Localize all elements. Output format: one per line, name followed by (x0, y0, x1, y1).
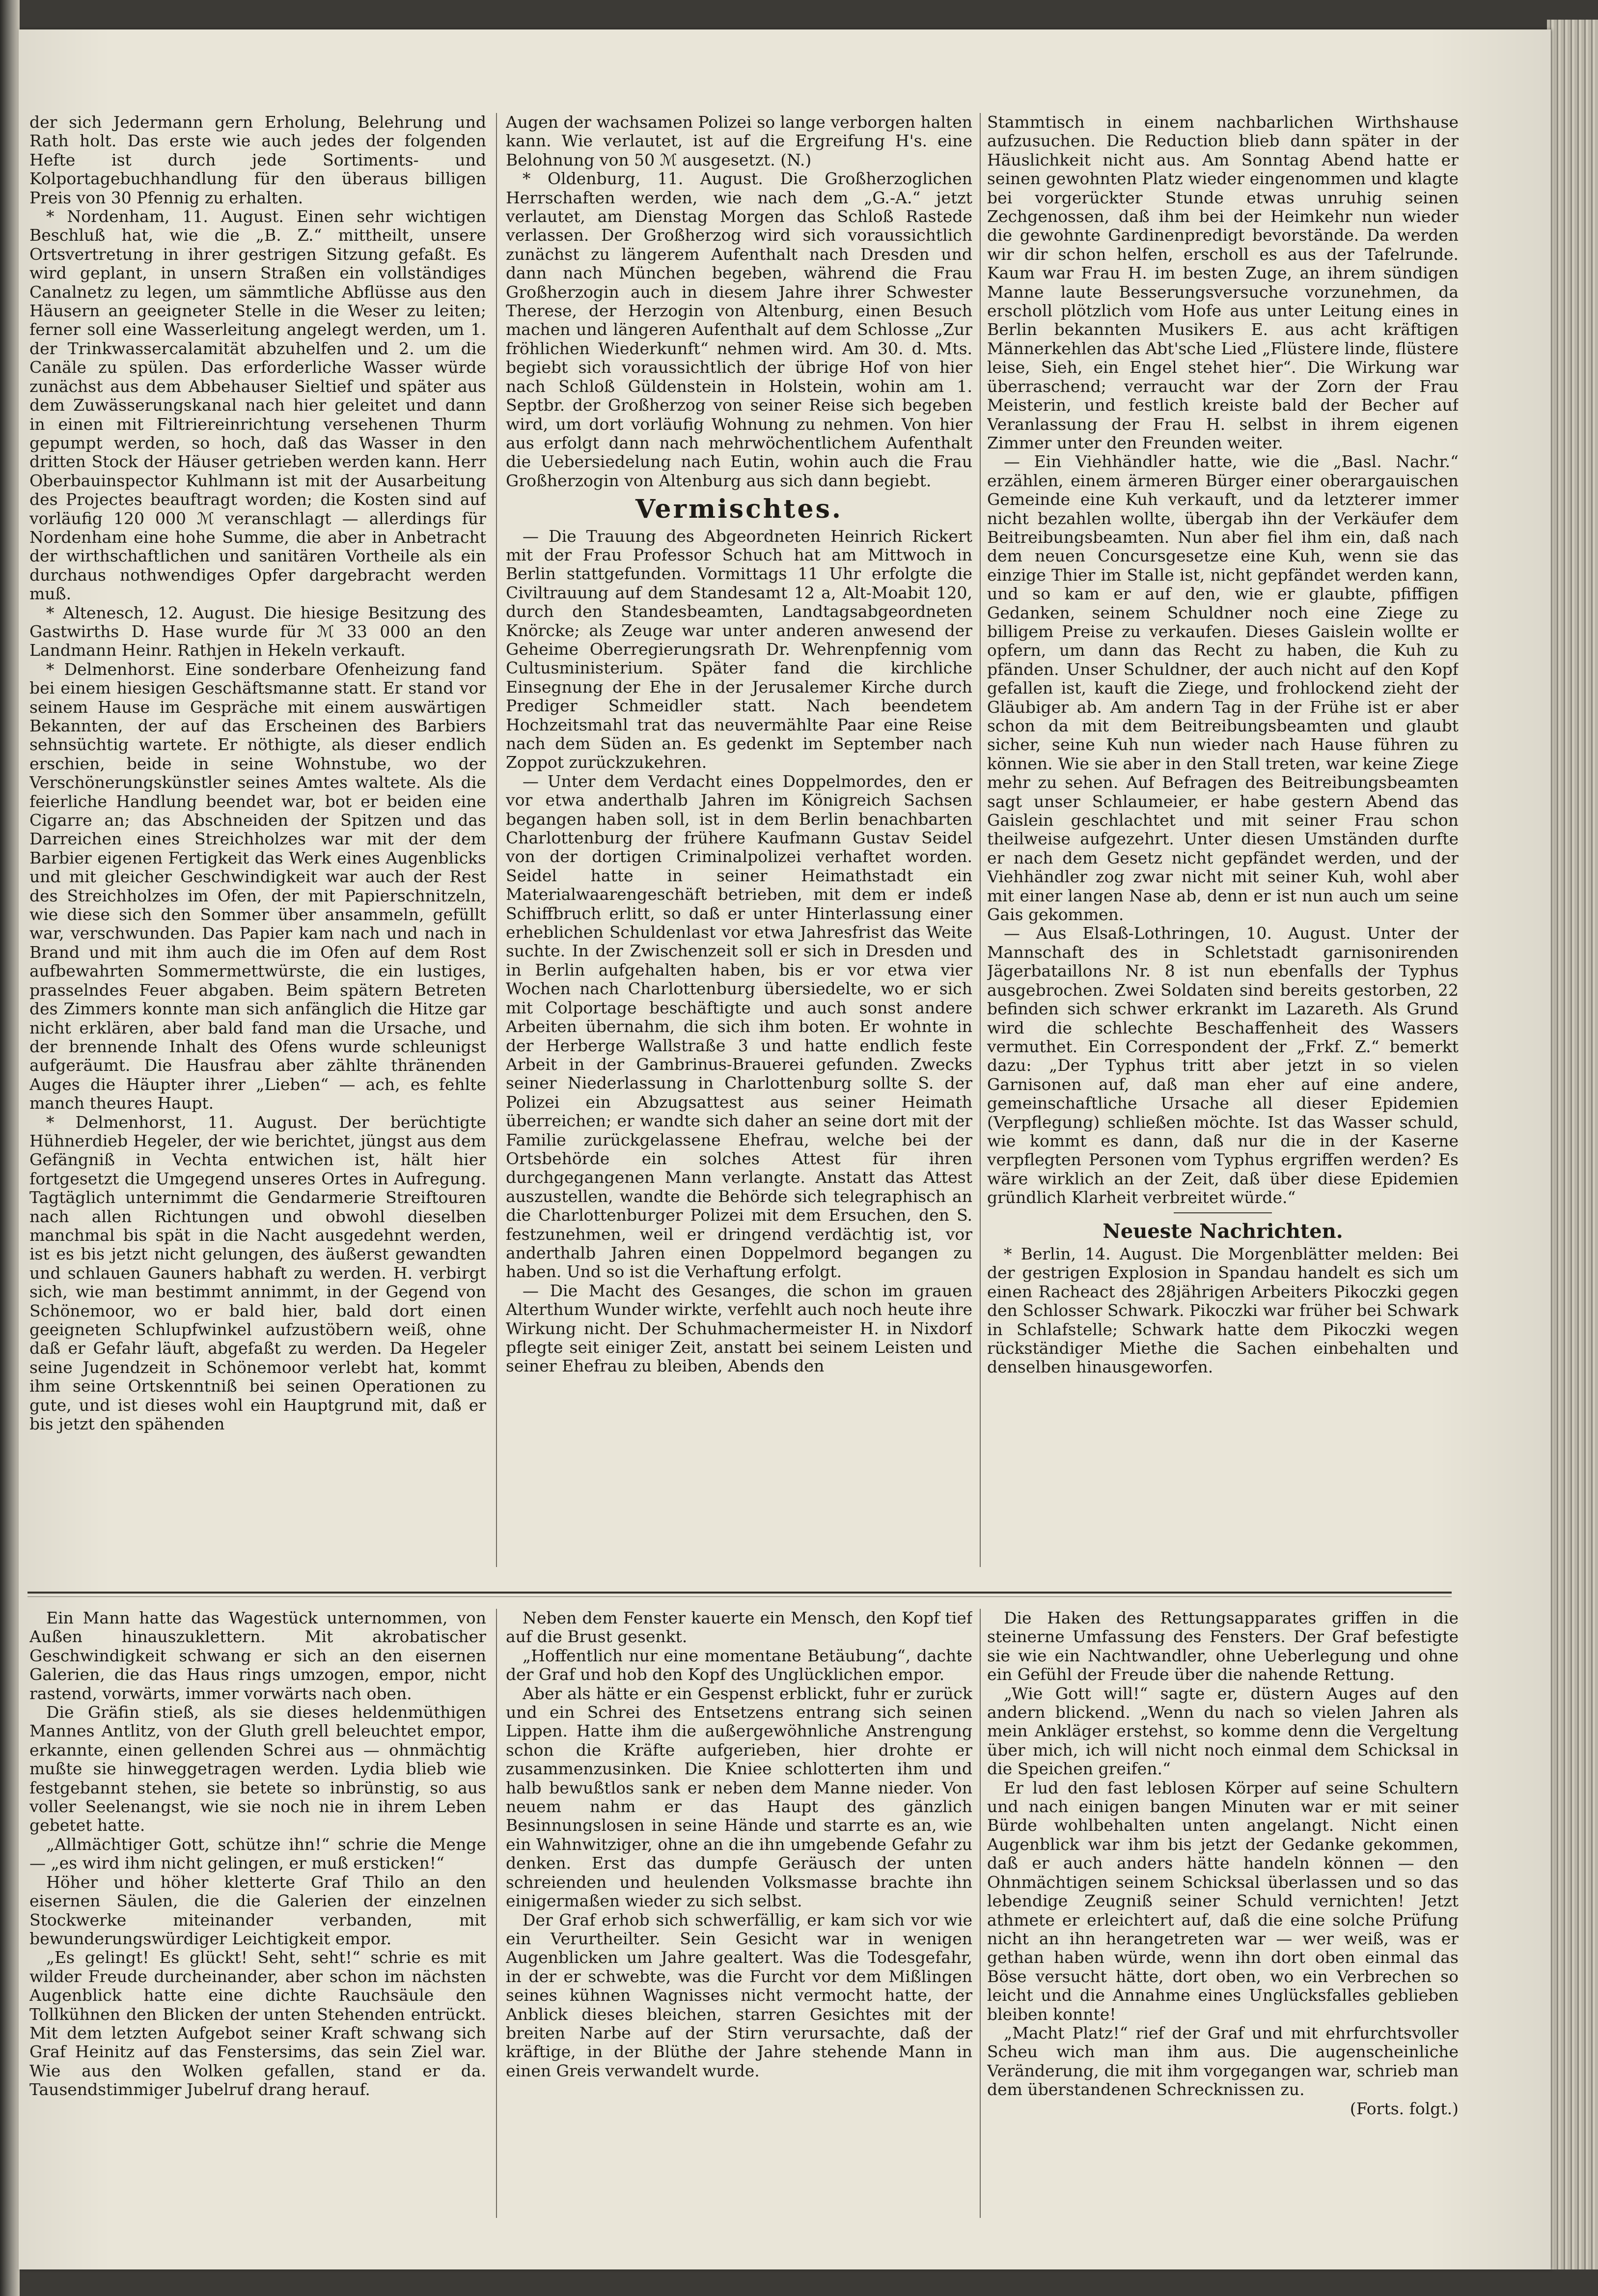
column-1 (29, 113, 486, 1567)
column-rule (496, 113, 497, 1567)
paragraph: „Macht Platz!“ rief der Graf und mit ehrfurchtsvoller Scheu wich man ihm aus. Die augenscheinliche Veränderung, die mit ihm vorgegangen war, schrieb man dem überstandenen Schrecknissen zu. (987, 2023, 1459, 2100)
paragraph: „Wie Gott will!“ sagte er, düstern Auges auf den andern blickend. „Wenn du nach so vielen Jahren als mein Ankläger erstehst, so komme denn die Vergeltung über mich, ich will nicht noch einmal dem Schicksal in die Speichen greifen.“ (987, 1683, 1459, 1779)
paragraph: „Allmächtiger Gott, schütze ihn!“ schrie die Menge — „es wird ihm nicht gelingen, er muß ersticken!“ (29, 1834, 486, 1873)
news-item-delmenhorst-1: * Delmenhorst. Eine sonderbare Ofenheizung fand bei einem hiesigen Geschäftsmanne statt. Er stand vor seinem Hause im Gespräche mit einem auswärtigen Bekannten, der auf das Erscheinen des Barbiers sehnsüchtig wartete. Er nöthigte, als dieser endlich erschien, beide in seine Wohnstube, wo der Verschönerungskünstler seines Amtes waltete. Als die feierliche Handlung beendet war, bot er beiden eine Cigarre an; das Abschneiden der Spitzen und das Darreichen eines Streichholzes war mit der dem Barbier eigenen Fertigkeit das Werk eines Augenblicks und mit gleicher Geschwindigkeit war auch der Rest des Streichholzes im Ofen, der mit Papierschnitzeln, wie diese sich den Sommer über ansammeln, gefüllt war, verschwunden. Das Papier kam nach und nach in Brand und mit ihm auch die im Ofen auf dem Rost aufbewahrten Sommermettwürste, die ein lustiges, prasselndes Feuer abgaben. Beim spätern Betreten des Zimmers konnte man sich anfänglich die Hitze gar nicht erklären, aber bald fand man die Ursache, und der brennende Inhalt des Ofens wurde schleunigst aufgeräumt. Die Hausfrau aber zählte thränenden Auges die Häupter ihrer „Lieben“ — ach, es fehlte manch theures Haupt. (29, 659, 486, 1113)
news-item-viehhaendler: — Ein Viehhändler hatte, wie die „Basl. Nachr.“ erzählen, einem ärmeren Bürger einer oberargauischen Gemeinde eine Kuh verkauft, und da letzterer immer nicht bezahlen wollte, übergab ihn der Verkäufer dem Beitreibungsbeamten. Nun aber fiel ihm ein, daß nach dem neuen Concursgesetze eine Kuh, wenn sie das einzige Thier im Stalle ist, nicht gepfändet werden kann, und so kam er auf den, wie er glaubte, pfiffigen Gedanken, seinem Schuldner noch eine Ziege zu billigem Preise zu verkaufen. Dieses Gaislein wollte er opfern, um dann das Recht zu haben, die Kuh zu pfänden. Unser Schuldner, der auch nicht auf den Kopf gefallen ist, kauft die Ziege, und frohlockend zieht der Gläubiger ab. Am andern Tag in der Frühe ist er aber schon da mit dem Beitreibungsbeamten und glaubt sicher, seine Kuh nun wieder nach Hause führen zu können. Wie sie aber in den Stall treten, war keine Ziege mehr zu sehen. Auf Befragen des Beitreibungsbeamten sagt unser Schlaumeier, er habe gestern Abend das Gaislein geschlachtet und mit seiner Frau schon theilweise aufgezehrt. Unter diesen Umständen durfte er nach dem Gesetz nicht gepfändet werden, und der Viehhändler zog zwar nicht mit seiner Kuh, wohl aber mit einer langen Nase ab, denn er ist nun auch um seine Gais gekommen. (987, 452, 1459, 924)
column-rule (980, 113, 981, 1567)
news-item-elsass: — Aus Elsaß-Lothringen, 10. August. Unter der Mannschaft des in Schletstadt garnisonirenden Jägerbataillons Nr. 8 ist nun ebenfalls der Typhus ausgebrochen. Zwei Soldaten sind bereits gestorben, 22 befinden sich schwer erkrankt im Lazareth. Als Grund wird die schlechte Beschaffenheit des Wassers vermuthet. Ein Correspondent der „Frkf. Z.“ bemerkt dazu: „Der Typhus tritt aber jetzt in so vielen Garnisonen auf, daß man eher auf eine andere, gemeinschaftliche Ursache all dieser Epidemien (Verpflegung) schließen möchte. Ist das Wasser schuld, wie kommt es dann, daß nur die in der Kaserne verpflegten Personen vom Typhus ergriffen werden? Es wäre wirklich an der Zeit, daß über diese Epidemien gründlich Klarheit verbreitet würde.“ (987, 924, 1459, 1207)
paragraph: Höher und höher kletterte Graf Thilo an den eisernen Säulen, die die Galerien der einzelnen Stockwerke miteinander verbanden, mit bewunderungswürdiger Leichtigkeit empor. (29, 1872, 486, 1948)
paragraph: Ein Mann hatte das Wagestück unternommen, von Außen hinauszuklettern. Mit akrobatischer Geschwindigkeit schwang er sich an den eisernen Galerien, die das Haus rings umzogen, empor, nicht rastend, vorwärts, immer vorwärts nach oben. (29, 1609, 486, 1703)
column-3 (987, 113, 1459, 1567)
column-rule (496, 1609, 497, 2218)
section-title: Vermischtes. (635, 494, 843, 525)
feuilleton-column-1 (29, 1609, 486, 2218)
feuilleton-rule (28, 1592, 1452, 1594)
page-stack-edge (1547, 20, 1598, 2269)
news-item-delmenhorst-2: * Delmenhorst, 11. August. Der berüchtigte Hühnerdieb Hegeler, der wie berichtet, jüngst aus dem Gefängniß in Vechta entwichen ist, hält hier fortgesetzt die Umgegend unseres Ortes in Aufregung. Tagtäglich unternimmt die Gendarmerie Streiftouren nach allen Richtungen und obwohl dieselben manchmal bis spät in die Nacht ausgedehnt werden, ist es bis jetzt nicht gelungen, des äußerst gewandten und schlauen Gauners habhaft zu werden. H. verbirgt sich, wie man bestimmt annimmt, in der Gegend von Schönemoor, wo er bald hier, bald dort einen geeigneten Schlupfwinkel aufzustöbern weiß, ohne daß er Gefahr läuft, abgefaßt zu werden. Da Hegeler seine Jugendzeit in Schönemoor verlebt hat, kommt ihm seine Ortskenntniß bei seinen Operationen zu gute, und ist dieses wohl ein Hauptgrund mit, daß er bis jetzt den spähenden (29, 1112, 486, 1434)
column-2 (506, 113, 972, 1567)
news-item-oldenburg: * Oldenburg, 11. August. Die Großherzoglichen Herrschaften werden, wie nach dem „G.-A.“ jetzt verlautet, am Dienstag Morgen das Schloß Rastede verlassen. Der Großherzog wird sich voraussichtlich zunächst zu längerem Aufenthalt nach Dresden und dann nach München begeben, während die Frau Großherzogin auch in diesem Jahre ihrer Schwester Therese, der Herzogin von Altenburg, einen Besuch machen und längeren Aufenthalt auf dem Schlosse „Zur fröhlichen Wiederkunft“ nehmen wird. Am 30. d. Mts. begiebt sich voraussichtlich der übrige Hof von hier nach Schloß Güldenstein in Holstein, wohin am 1. Septbr. der Großherzog von seiner Reise sich begeben wird, um dort vorläufig Wohnung zu nehmen. Von hier aus erfolgt dann nach mehrwöchentlichem Aufenthalt die Uebersiedelung nach Eutin, wohin auch die Frau Großherzogin von Altenburg aus sich dann begiebt. (506, 169, 972, 490)
paragraph: Aber als hätte er ein Gespenst erblickt, fuhr er zurück und ein Schrei des Entsetzens entrang sich seinen Lippen. Hatte ihm die außergewöhnliche Anstrengung schon die Kräfte aufgerieben, hier drohte er zusammenzusinken. Die Kniee schlotterten ihm und halb bewußtlos sank er neben dem Manne nieder. Von neuem nahm er das Haupt des gänzlich Besinnungslosen in seine Hände und starrte es an, wie ein Wahnwitziger, ohne an die ihn umgebende Gefahr zu denken. Erst das dumpfe Geräusch der unten schreienden und heulenden Volksmasse brachte ihn einigermaßen wieder zu sich selbst. (506, 1683, 972, 1911)
news-item-nordenham: * Nordenham, 11. August. Einen sehr wichtigen Beschluß hat, wie die „B. Z.“ mittheilt, unsere Ortsvertretung in ihrer gestrigen Sitzung gefaßt. Es wird geplant, in unsern Straßen ein vollständiges Canalnetz zu legen, um sämmtliche Abflüsse aus den Häusern an geeigneter Stelle in die Weser zu leiten; ferner soll eine Wasserleitung angelegt werden, um 1. der Trinkwassercalamität abzuhelfen und 2. um die Canäle zu spülen. Das erforderliche Wasser würde zunächst aus dem Abbehauser Sieltief und später aus dem Zuwässerungskanal nach hier geleitet und dann in einen mit Filtriereinrichtung versehenen Thurm gepumpt werden, so hoch, daß das Wasser in den dritten Stock der Häuser getrieben werden kann. Herr Oberbauinspector Kuhlmann ist mit der Ausarbeitung des Projectes beauftragt worden; die Kosten sind auf vorläufig 120 000 ℳ veranschlagt — allerdings für Nordenham eine hohe Summe, die aber in Anbetracht der wirthschaftlichen und sanitären Vortheile als ein durchaus nothwendiges Opfer dargebracht werden muß. (29, 207, 486, 604)
column-rule (980, 1609, 981, 2218)
paragraph: „Hoffentlich nur eine momentane Betäubung“, dachte der Graf und hob den Kopf des Unglücklichen empor. (506, 1646, 972, 1684)
divider (1174, 1212, 1272, 1213)
paragraph: Stammtisch in einem nachbarlichen Wirthshause aufzusuchen. Die Reduction blieb dann später in der Häuslichkeit nicht aus. Am Sonntag Abend hatte er seinen gewohnten Platz wieder eingenommen und klagte bei vorgerückter Stunde etwas unruhig seinen Zechgenossen, daß ihm bei der Heimkehr nun wieder die gewohnte Gardinenpredigt bevorstände. Da werden wir dir schon helfen, erscholl es aus der Tafelrunde. Kaum war Frau H. im besten Zuge, an ihrem sündigen Manne laute Besserungsversuche vorzunehmen, da erscholl plötzlich vom Hofe aus unter Leitung eines in Berlin bekannten Musikers E. aus acht kräftigen Männerkehlen das Abt'sche Lied „Flüstere linde, flüstere leise, Sieh, ein Engel stehet hier“. Die Wirkung war überraschend; verraucht war der Zorn der Frau Meisterin, und festlich kreiste bald der Becher auf Veranlassung der Frau H. selbst in ihrem eigenen Zimmer unter den Freunden weiter. (987, 113, 1459, 452)
news-item-doppelmord: — Unter dem Verdacht eines Doppelmordes, den er vor etwa anderthalb Jahren im Königreich Sachsen begangen haben soll, ist in dem Berlin benachbarten Charlottenburg der frühere Kaufmann Gustav Seidel von der dortigen Criminalpolizei verhaftet worden. Seidel hatte in seiner Heimathstadt ein Materialwaarengeschäft betrieben, mit dem er indeß Schiffbruch erlitt, so daß er unter Hinterlassung einer erheblichen Schuldenlast vor etwa Jahresfrist das Weite suchte. In der Zwischenzeit soll er sich in Dresden und in Berlin aufgehalten haben, bis er vor etwa vier Wochen nach Charlottenburg übersiedelte, wo er sich mit Colportage beschäftigte und auch sonst andere Arbeiten übernahm, die sich ihm boten. Er wohnte in der Herberge Wallstraße 3 und hatte endlich feste Arbeit in der Gambrinus-Brauerei gefunden. Zwecks seiner Niederlassung in Charlottenburg sollte S. der Polizei ein Abzugsattest aus seiner Heimath überreichen; er wandte sich daher an seine dort mit der Familie zurückgelassene Ehefrau, welche bei der Ortsbehörde ein solches Attest für ihren durchgegangenen Mann verlangte. Anstatt das Attest auszustellen, wandte die Behörde sich telegraphisch an die Charlottenburger Polizei mit dem Ersuchen, den S. festzunehmen, weil er dringend verdächtig ist, vor anderthalb Jahren einen Doppelmord begangen zu haben. Und so ist die Verhaftung erfolgt. (506, 771, 972, 1282)
feuilleton-rule-thin (28, 1596, 1452, 1597)
scan-left-edge (0, 0, 20, 2296)
news-item-gesang: — Die Macht des Gesanges, die schon im grauen Alterthum Wunder wirkte, verfehlt auch noch heute ihre Wirkung nicht. Der Schuhmachermeister H. in Nixdorf pflegte seit einiger Zeit, anstatt bei seinem Leisten und seiner Ehefrau zu bleiben, Abends den (506, 1281, 972, 1376)
paragraph: Er lud den fast leblosen Körper auf seine Schultern und nach einigen bangen Minuten war er mit seiner Bürde wohlbehalten unten angelangt. Nicht einen Augenblick war ihm bis jetzt der Gedanke gekommen, daß er auch anders hätte handeln können — den Ohnmächtigen seinem Schicksal überlassen und so das lebendige Zeugniß seiner Schuld vernichten! Jetzt athmete er erleichtert auf, daß die eine solche Prüfung nicht an ihn herangetreten war — wer weiß, was er gethan haben würde, wenn ihn dort oben einmal das Böse versucht hätte, dort oben, wo ein Verbrechen so leicht und die Annahme eines Unglücksfalles geblieben bleiben konnte! (987, 1778, 1459, 2024)
paragraph: Die Haken des Rettungsapparates griffen in die steinerne Umfassung des Fensters. Der Graf befestigte sie wie ein Nachtwandler, ohne Ueberlegung und ohne ein Gefühl der Freude über die nahende Rettung. (987, 1609, 1459, 1684)
paragraph: Die Gräfin stieß, als sie dieses heldenmüthigen Mannes Antlitz, von der Gluth grell beleuchtet empor, erkannte, einen gellenden Schrei aus — ohnmächtig mußte sie hinweggetragen werden. Lydia blieb wie festgebannt stehen, sie betete so inbrünstig, so aus voller Seelenangst, wie sie noch nie in ihrem Leben gebetet hatte. (29, 1703, 486, 1835)
news-item-berlin: * Berlin, 14. August. Die Morgenblätter melden: Bei der gestrigen Explosion in Spandau handelt es sich um einen Racheact des 28jährigen Arbeiters Pikoczki gegen den Schlosser Schwark. Pikoczki war früher bei Schwark in Schlafstelle; Schwark hatte dem Pikoczki wegen rückständiger Miethe die Sachen einbehalten und denselben hinausgeworfen. (987, 1244, 1459, 1377)
paragraph: Der Graf erhob sich schwerfällig, er kam sich vor wie ein Verurtheilter. Sein Gesicht war in wenigen Augenblicken um Jahre gealtert. Was die Todesgefahr, in der er schwebte, was die Furcht vor dem Mißlingen seines kühnen Wagnisses nicht vermocht hatte, der Anblick dieses bleichen, starren Gesichtes mit der breiten Narbe auf der Stirn verursachte, daß der kräftige, in der Blüthe der Jahre stehende Mann in einen Greis verwandelt wurde. (506, 1910, 972, 2080)
news-title: Neueste Nachrichten. (1102, 1219, 1343, 1243)
paragraph: Augen der wachsamen Polizei so lange verborgen halten kann. Wie verlautet, ist auf die Ergreifung H's. eine Belohnung von 50 ℳ ausgesetzt. (N.) (506, 113, 972, 169)
paragraph: Neben dem Fenster kauerte ein Mensch, den Kopf tief auf die Brust gesenkt. (506, 1609, 972, 1647)
news-item-altenesch: * Altenesch, 12. August. Die hiesige Besitzung des Gastwirths D. Hase wurde für ℳ 33 000 an den Landmann Heinr. Rathjen in Hekeln verkauft. (29, 603, 486, 660)
paragraph: der sich Jedermann gern Erholung, Belehrung und Rath holt. Das erste wie auch jedes der folgenden Hefte ist durch jede Sortiments- und Kolportagebuchhandlung für den überaus billigen Preis von 30 Pfennig zu erhalten. (29, 113, 486, 207)
continuation-note: (Forts. folgt.) (1350, 2099, 1459, 2118)
news-item-trauung: — Die Trauung des Abgeordneten Heinrich Rickert mit der Frau Professor Schuch hat am Mittwoch in Berlin stattgefunden. Vormittags 11 Uhr erfolgte die Civiltrauung auf dem Standesamt 12 a, Alt-Moabit 120, durch den Standesbeamten, Landtagsabgeordneten Knörcke; als Zeuge war unter anderen anwesend der Geheime Oberregierungsrath Dr. Wehrenpfennig vom Cultusministerium. Später fand die kirchliche Einsegnung der Ehe in der Jerusalemer Kirche durch Prediger Schmeidler statt. Nach beendetem Hochzeitsmahl trat das neuvermählte Paar eine Reise nach dem Süden an. Es gedenkt im September nach Zoppot zurückzukehren. (506, 526, 972, 772)
feuilleton-column-3 (987, 1609, 1459, 2218)
feuilleton-column-2 (506, 1609, 972, 2218)
paragraph: „Es gelingt! Es glückt! Seht, seht!“ schrie es mit wilder Freude durcheinander, aber schon im nächsten Augenblick hatte eine dichte Rauchsäule den Tollkühnen den Blicken der unten Stehenden entrückt. Mit dem letzten Aufgebot seiner Kraft schwang sich Graf Heinitz auf das Fenstersims, das sein Ziel war. Wie aus den Wolken gefallen, stand er da. Tausendstimmiger Jubelruf drang herauf. (29, 1948, 486, 2100)
